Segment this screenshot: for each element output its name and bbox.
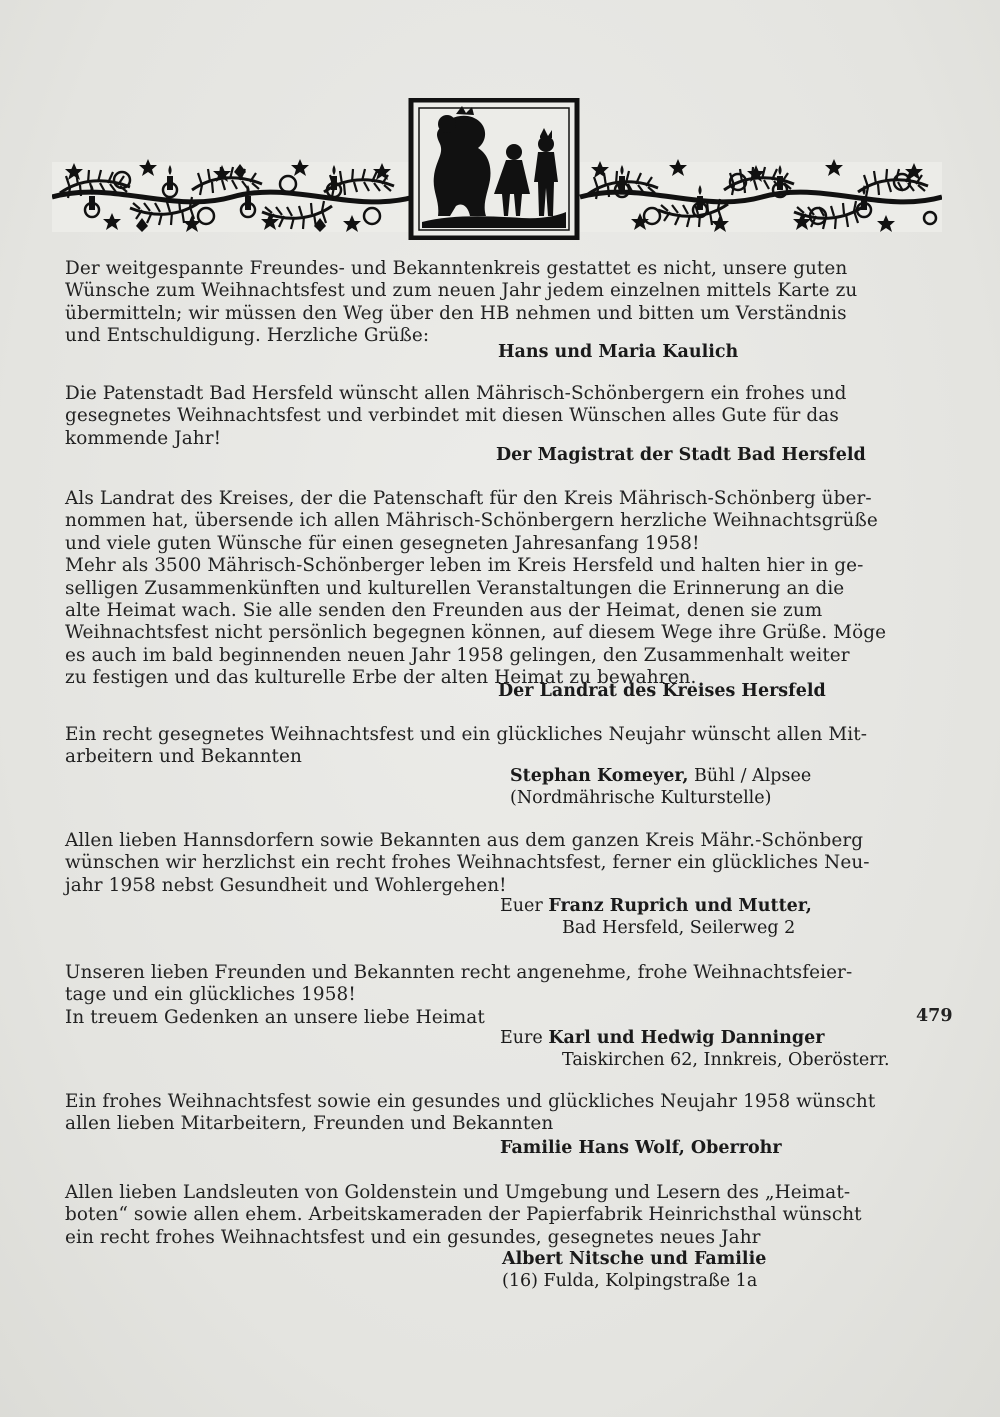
text-line: Die Patenstadt Bad Hersfeld wünscht allen Mährisch-Schönbergern ein frohes und bbox=[65, 383, 847, 404]
text-line: Ein frohes Weihnachtsfest sowie ein gesundes und glückliches Neujahr 1958 wünscht bbox=[65, 1091, 876, 1112]
signature-wolf: Familie Hans Wolf, Oberrohr bbox=[500, 1138, 782, 1158]
text-line: gesegnetes Weihnachtsfest und verbindet mit diesen Wünschen alles Gute für das bbox=[65, 405, 839, 427]
text-line: Mehr als 3500 Mährisch-Schönberger leben im Kreis Hersfeld und halten hier in ge- bbox=[65, 555, 864, 577]
text-line: In treuem Gedenken an unsere liebe Heimat bbox=[65, 1006, 485, 1028]
text-line: Unseren lieben Freunden und Bekannten recht angenehme, frohe Weihnachtsfeier- bbox=[65, 962, 853, 983]
greeting-paragraph-7 bbox=[65, 1091, 935, 1136]
greeting-paragraph-3 bbox=[65, 488, 935, 690]
text-line: Der weitgespannte Freundes- und Bekanntenkreis gestattet es nicht, unsere guten bbox=[65, 258, 848, 279]
signature-nitsche: Albert Nitsche und Familie bbox=[502, 1249, 767, 1269]
text-line: Allen lieben Landsleuten von Goldenstein und Umgebung und Lesern des „Heimat- bbox=[65, 1182, 851, 1203]
text-line: Als Landrat des Kreises, der die Patenschaft für den Kreis Mährisch-Schönberg über- bbox=[65, 488, 872, 509]
text-line: Wünsche zum Weihnachtsfest und zum neuen Jahr jedem einzelnen mittels Karte zu bbox=[65, 280, 858, 302]
text-line: und viele guten Wünsche für einen gesegneten Jahresanfang 1958! bbox=[65, 532, 700, 554]
text-line: wünschen wir herzlichst ein recht frohes Weihnachtsfest, ferner ein glückliches Neu- bbox=[65, 852, 870, 874]
greeting-paragraph-5 bbox=[65, 830, 935, 897]
signature-landrat: Der Landrat des Kreises Hersfeld bbox=[498, 681, 826, 701]
text-line: nommen hat, übersende ich allen Mährisch-Schönbergern herzliche Weihnachtsgrüße bbox=[65, 510, 878, 532]
signature-ruprich: Euer Franz Ruprich und Mutter, bbox=[500, 896, 812, 916]
text-line: allen lieben Mitarbeitern, Freunden und Bekannten bbox=[65, 1113, 554, 1135]
signature-magistrat: Der Magistrat der Stadt Bad Hersfeld bbox=[496, 445, 866, 465]
text-line: Ein recht gesegnetes Weihnachtsfest und ein glückliches Neujahr wünscht allen Mit- bbox=[65, 724, 868, 745]
text-line: ein recht frohes Weihnachtsfest und ein gesundes, gesegnetes neues Jahr bbox=[65, 1226, 761, 1248]
signature-nitsche-address: (16) Fulda, Kolpingstraße 1a bbox=[502, 1271, 758, 1291]
text-line: Weihnachtsfest nicht persönlich begegnen können, auf diesem Wege ihre Grüße. Möge bbox=[65, 622, 887, 644]
text-line: zu festigen und das kulturelle Erbe der alten Heimat zu bewahren. bbox=[65, 667, 697, 689]
text-line: Allen lieben Hannsdorfern sowie Bekannten aus dem ganzen Kreis Mähr.-Schönberg bbox=[65, 830, 864, 851]
text-line: selligen Zusammenkünften und kulturellen Veranstaltungen die Erinnerung an die bbox=[65, 577, 845, 599]
greeting-paragraph-1 bbox=[65, 258, 935, 348]
signature-danninger: Eure Karl und Hedwig Danninger bbox=[500, 1028, 825, 1048]
text-line: kommende Jahr! bbox=[65, 427, 222, 449]
text-line: arbeitern und Bekannten bbox=[65, 746, 302, 768]
text-line: übermitteln; wir müssen den Weg über den HB nehmen und bitten um Verständnis bbox=[65, 302, 847, 324]
page-number: 479 bbox=[916, 1006, 953, 1026]
signature-ruprich-address: Bad Hersfeld, Seilerweg 2 bbox=[562, 918, 796, 938]
signature-kaulich: Hans und Maria Kaulich bbox=[498, 342, 739, 362]
text-line: jahr 1958 nebst Gesundheit und Wohlergehen! bbox=[65, 874, 507, 896]
text-line: boten“ sowie allen ehem. Arbeitskameraden der Papierfabrik Heinrichsthal wünscht bbox=[65, 1204, 862, 1226]
text-line: alte Heimat wach. Sie alle senden den Freunden aus der Heimat, denen sie zum bbox=[65, 600, 823, 622]
signature-komeyer-org: (Nordmährische Kulturstelle) bbox=[510, 788, 772, 808]
text-line: es auch im bald beginnenden neuen Jahr 1958 gelingen, den Zusammenhalt weiter bbox=[65, 644, 850, 666]
greeting-paragraph-6 bbox=[65, 962, 935, 1029]
text-line: tage und ein glückliches 1958! bbox=[65, 984, 356, 1006]
text-line: und Entschuldigung. Herzliche Grüße: bbox=[65, 325, 430, 347]
christmas-silhouette-banner-image bbox=[52, 98, 942, 240]
greeting-paragraph-2 bbox=[65, 383, 935, 450]
greeting-paragraph-4 bbox=[65, 724, 935, 769]
signature-danninger-address: Taiskirchen 62, Innkreis, Oberösterr. bbox=[562, 1050, 890, 1070]
signature-komeyer: Stephan Komeyer, Bühl / Alpsee bbox=[510, 766, 812, 786]
greeting-paragraph-8 bbox=[65, 1182, 935, 1249]
